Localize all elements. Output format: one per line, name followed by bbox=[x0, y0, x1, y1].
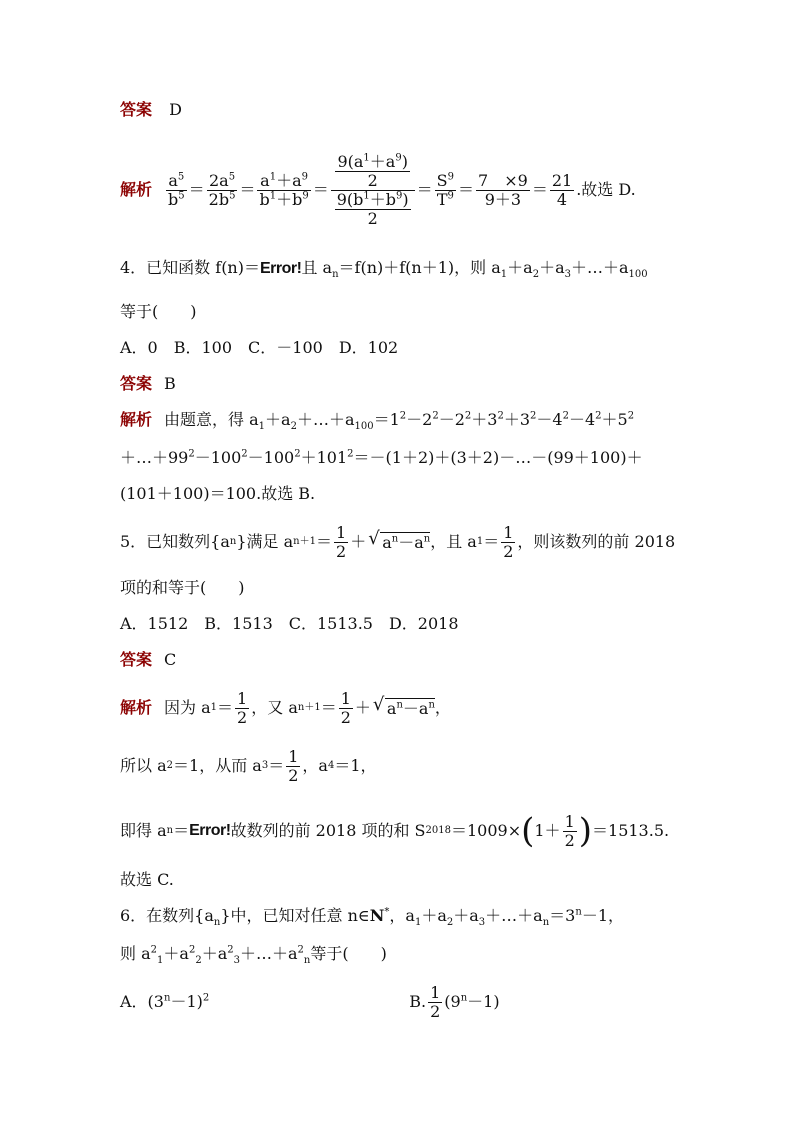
q4-analysis-line3: (101＋100)＝100.故选 B. bbox=[120, 484, 316, 503]
math-fraction: $\frac{2a^5}{2b^5}$ bbox=[208, 170, 236, 209]
q3-analysis: 解析 $\frac{a^5}{b^5}$ ＝ $\frac{2a^5}{2b^5}$ ＝ $\frac{a^1+a^9}{b^1+b^9}$ ＝ $\frac{\frac{9(a^1+a^9)}{2}}{\frac{9(b^1+b^9)}{2}}$ ＝ $\frac{S^9}{T^9}$ ＝ $\frac{7 \times 9}{9+3}$ ＝ $\frac{21}{4}$ .故选 D. bbox=[120, 151, 636, 228]
q5-conclusion: 故选 C. bbox=[120, 870, 174, 889]
q5-options: A．1512 B．1513 C．1513.5 D．2018 bbox=[120, 614, 459, 633]
answer-value: D bbox=[169, 100, 182, 119]
error-field: Error! bbox=[259, 260, 302, 277]
q4-options: A．0 B．100 C．－100 D．102 bbox=[120, 338, 399, 357]
q6-stem: 6．在数列$\{a_n\}$中，已知对任意 n∈N*，$a_1+a_2+a_3+\dots+a_n=3^n-1$， bbox=[120, 906, 624, 929]
q4-stem-line2: 等于( ) bbox=[120, 302, 197, 321]
q5-analysis-line3: 即得 a n ＝ Error! 故数列的前 2018 项的和 S 2018 ＝1009× ( 1＋ $\frac{1}{2}$ ) ＝1513.5. bbox=[120, 811, 670, 851]
q3-answer-line bbox=[120, 100, 182, 120]
option-b: B. $\frac{1}{2}$ $(9^n-1)$ bbox=[409, 982, 500, 1021]
q5-answer-line: 答案 C bbox=[120, 650, 177, 669]
q5-analysis-line1: 解析 因为 a 1 ＝ $\frac{1}{2}$ ，又 a n＋1 ＝ $\frac{1}{2}$ ＋ √ $a^n-a^n$ ， bbox=[120, 688, 451, 728]
math-fraction: $\frac{a^5}{b^5}$ bbox=[168, 170, 185, 209]
q6-stem-line2: 则 $a^2_1+a^2_2+a^2_3+\dots+a^2_n$等于( ) bbox=[120, 944, 387, 967]
q4-answer-line: 答案 B bbox=[120, 374, 176, 393]
q5-stem-line2: 项的和等于( ) bbox=[120, 578, 245, 597]
q5-analysis-line2: 所以 a 2 ＝1，从而 a 3 ＝ $\frac{1}{2}$ ，a 4 ＝1， bbox=[120, 746, 377, 785]
answer-label: 答案 bbox=[120, 100, 153, 119]
q6-options bbox=[120, 980, 680, 1024]
q4-analysis-line2: $+\dots+99^2-100^2-100^2+101^2=-(1+2)+(3+2)-\dots-(99+100)+$ bbox=[120, 448, 643, 467]
math-compound-fraction: $\frac{\frac{9(a^1+a^9)}{2}}{\frac{9(b^1+b^9)}{2}}$ bbox=[331, 153, 415, 228]
q4-analysis-line1: 解析 由题意，得 $a_1+a_2+\dots+a_{100}=1^2-2^2-2^2+3^2+3^2-4^2-4^2+5^2$ bbox=[120, 410, 635, 433]
q4-stem: 4．已知函数 f(n)＝Error!且 $a_n=f(n)+f(n+1)$，则 $a_1+a_2+a_3+\dots+a_{100}$ bbox=[120, 258, 648, 281]
option-a: A．$(3^n-1)^2$ bbox=[120, 992, 210, 1011]
math-fraction: $\frac{21}{4}$ bbox=[551, 170, 573, 209]
error-field: Error! bbox=[189, 822, 231, 839]
math-fraction: $\frac{S^9}{T^9}$ bbox=[436, 170, 455, 209]
analysis-tail: .故选 D. bbox=[576, 180, 636, 199]
math-fraction: $\frac{a^1+a^9}{b^1+b^9}$ bbox=[259, 170, 309, 209]
math-fraction: $\frac{7 \times 9}{9+3}$ bbox=[478, 170, 528, 209]
analysis-label: 解析 bbox=[120, 180, 153, 199]
q5-stem: 5．已知数列{a n }满足 a n＋1 ＝ $\frac{1}{2}$ ＋ √ $a^n-a^n$ ，且 a 1 ＝ $\frac{1}{2}$ ，则该数列的前 2018 bbox=[120, 522, 675, 562]
